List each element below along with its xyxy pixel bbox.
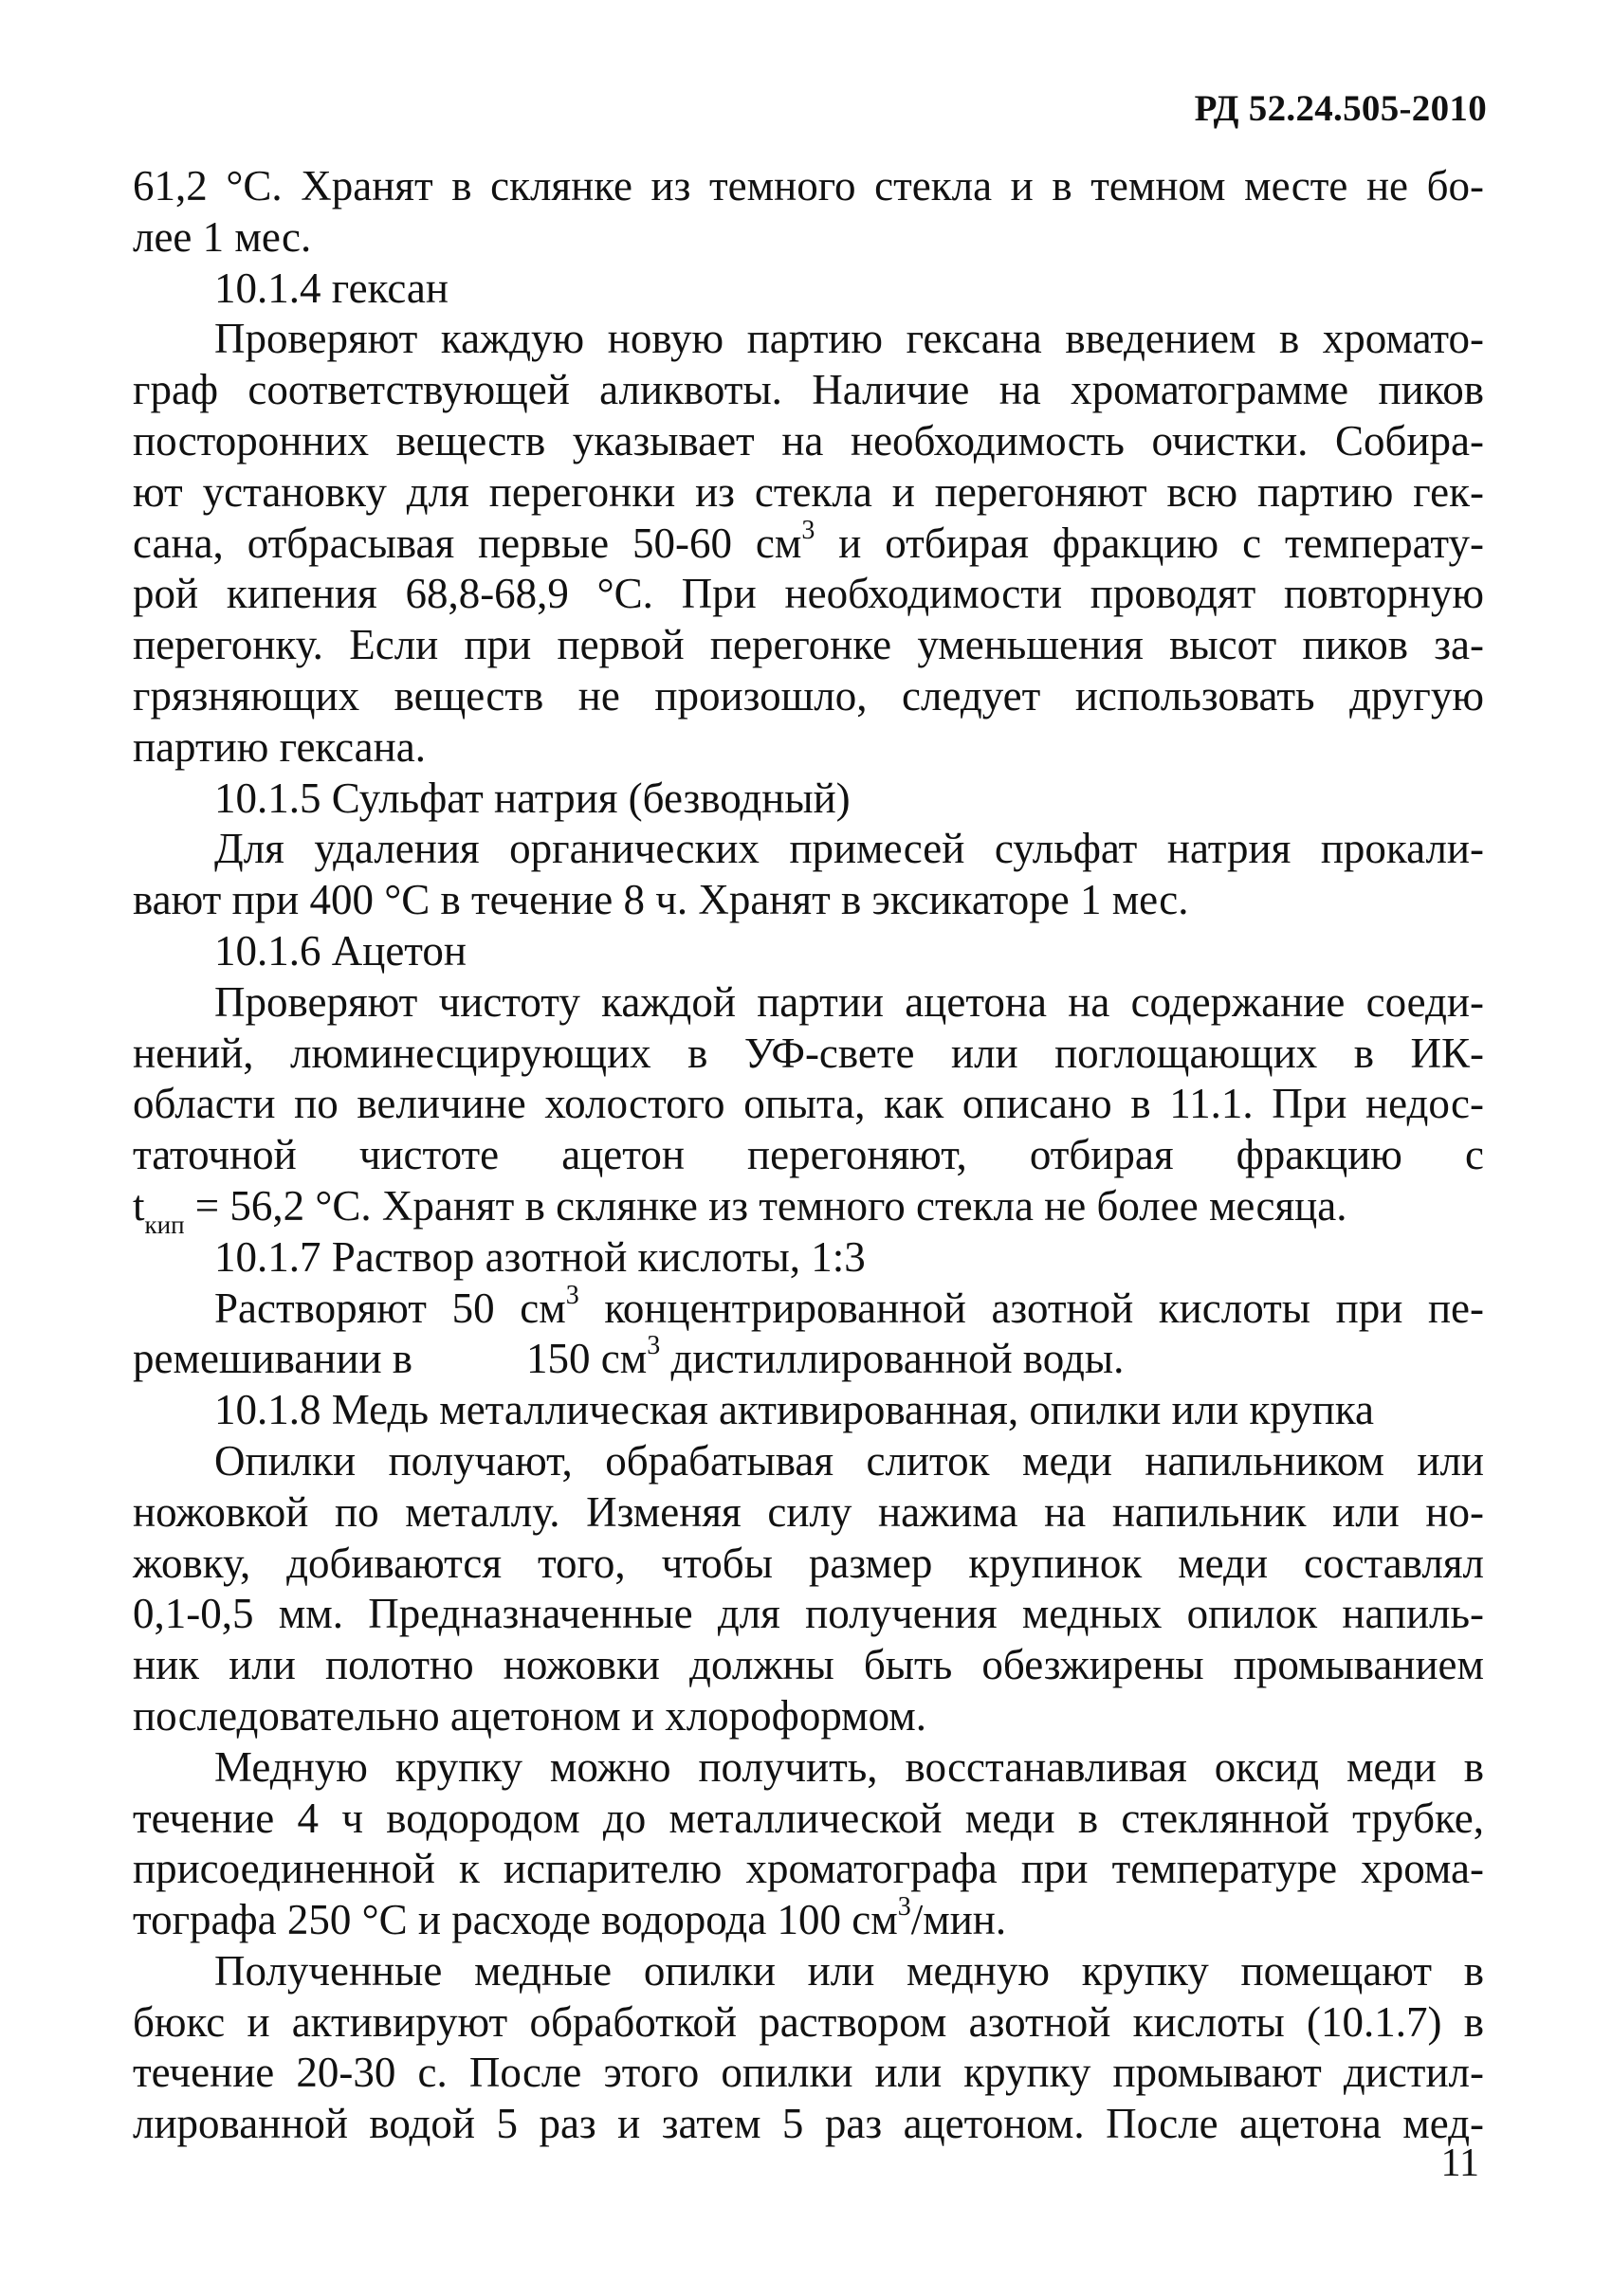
section-heading: 10.1.5 Сульфат натрия (безводный) — [214, 774, 851, 822]
text-line: ник или полотно ножовки должны быть обезжирены промыванием — [133, 1641, 1484, 1689]
text-line: последовательно ацетоном и хлороформом. — [133, 1691, 926, 1740]
text-line: $t_{кип} = 56,2$ °С. Хранят в склянке из темного стекла не более месяца. — [133, 1181, 1347, 1239]
text-line: сана, отбрасывая первые 50-60 $см^3$ и отбирая фракцию с температу- — [133, 515, 1484, 567]
text-line: рой кипения 68,8-68,9 °С. При необходимости проводят повторную — [133, 570, 1484, 618]
text-line: Проверяют каждую новую партию гексана введением в хромато- — [214, 315, 1484, 363]
text-line: присоединенной к испарителю хроматографа при температуре хрома- — [133, 1845, 1484, 1893]
body-text — [133, 161, 1484, 2150]
text-line: ют установку для перегонки из стекла и перегоняют всю партию гек- — [133, 467, 1484, 516]
superscript: 3 — [565, 1280, 579, 1310]
subscript: кип — [144, 1210, 185, 1239]
text-line: Медную крупку можно получить, восстанавливая оксид меди в — [214, 1742, 1484, 1791]
text-line: течение 20-30 с. После этого опилки или крупку промывают дистил- — [133, 2049, 1484, 2097]
section-heading: 10.1.7 Раствор азотной кислоты, 1:3 — [214, 1232, 866, 1281]
text-line: грязняющих веществ не произошло, следует использовать другую — [133, 671, 1484, 720]
text-line: посторонних веществ указывает на необходимость очистки. Собира- — [133, 416, 1484, 465]
superscript: 3 — [801, 515, 815, 545]
text-line: Для удаления органических примесей сульфат натрия прокали- — [214, 825, 1484, 873]
text-line: Проверяют чистоту каждой партии ацетона на содержание соеди- — [214, 977, 1484, 1026]
text-line: Опилки получают, обрабатывая слиток меди напильником или — [214, 1436, 1484, 1485]
text-line: ножовкой по металлу. Изменяя силу нажима на напильник или но- — [133, 1487, 1484, 1536]
section-heading: 10.1.4 гексан — [214, 264, 449, 312]
text-line: бюкс и активируют обработкой раствором азотной кислоты (10.1.7) в — [133, 1997, 1484, 2046]
section-heading: 10.1.8 Медь металлическая активированная, опилки или крупка — [214, 1386, 1375, 1434]
text-line: области по величине холостого опыта, как описано в 11.1. При недос- — [133, 1080, 1484, 1128]
text-line: 0,1-0,5 мм. Предназначенные для получения медных опилок напиль- — [133, 1590, 1484, 1638]
text-line: жовку, добиваются того, чтобы размер крупинок меди составлял — [133, 1539, 1484, 1587]
page-number: 11 — [1440, 2141, 1479, 2185]
text-line: вают при 400 °С в течение 8 ч. Хранят в эксикаторе 1 мес. — [133, 876, 1189, 924]
text-line: Полученные медные опилки или медную крупку помещают в — [214, 1946, 1484, 1995]
text-line: Растворяют 50 $см^3$ концентрированной азотной кислоты при пе- — [214, 1280, 1484, 1332]
text-line: перегонку. Если при первой перегонке уменьшения высот пиков за- — [133, 621, 1484, 669]
text-line: граф соответствующей аликвоты. Наличие на хроматограмме пиков — [133, 366, 1484, 414]
text-line: течение 4 ч водородом до металлической меди в стеклянной трубке, — [133, 1794, 1484, 1842]
text-line: таточной чистоте ацетон перегоняют, отбирая фракцию с — [133, 1131, 1484, 1179]
text-line: 61,2 °С. Хранят в склянке из темного стекла и в темном месте не бо- — [133, 162, 1484, 210]
superscript: 3 — [647, 1331, 661, 1361]
section-heading: 10.1.6 Ацетон — [214, 926, 467, 975]
document-code: РД 52.24.505-2010 — [1194, 88, 1487, 129]
text-line: нений, люминесцирующих в УФ-свете или поглощающих в ИК- — [133, 1029, 1484, 1077]
text-line: ремешивании в 150 $см^3$ дистиллированной воды. — [133, 1331, 1125, 1383]
text-line: тографа 250 °С и расходе водорода 100 $см^3$/мин. — [133, 1892, 1007, 1944]
superscript: 3 — [897, 1892, 911, 1922]
text-line: лее 1 мес. — [133, 212, 312, 261]
text-line: лированной водой 5 раз и затем 5 раз ацетоном. После ацетона мед- — [133, 2100, 1484, 2148]
text-line: партию гексана. — [133, 722, 426, 771]
